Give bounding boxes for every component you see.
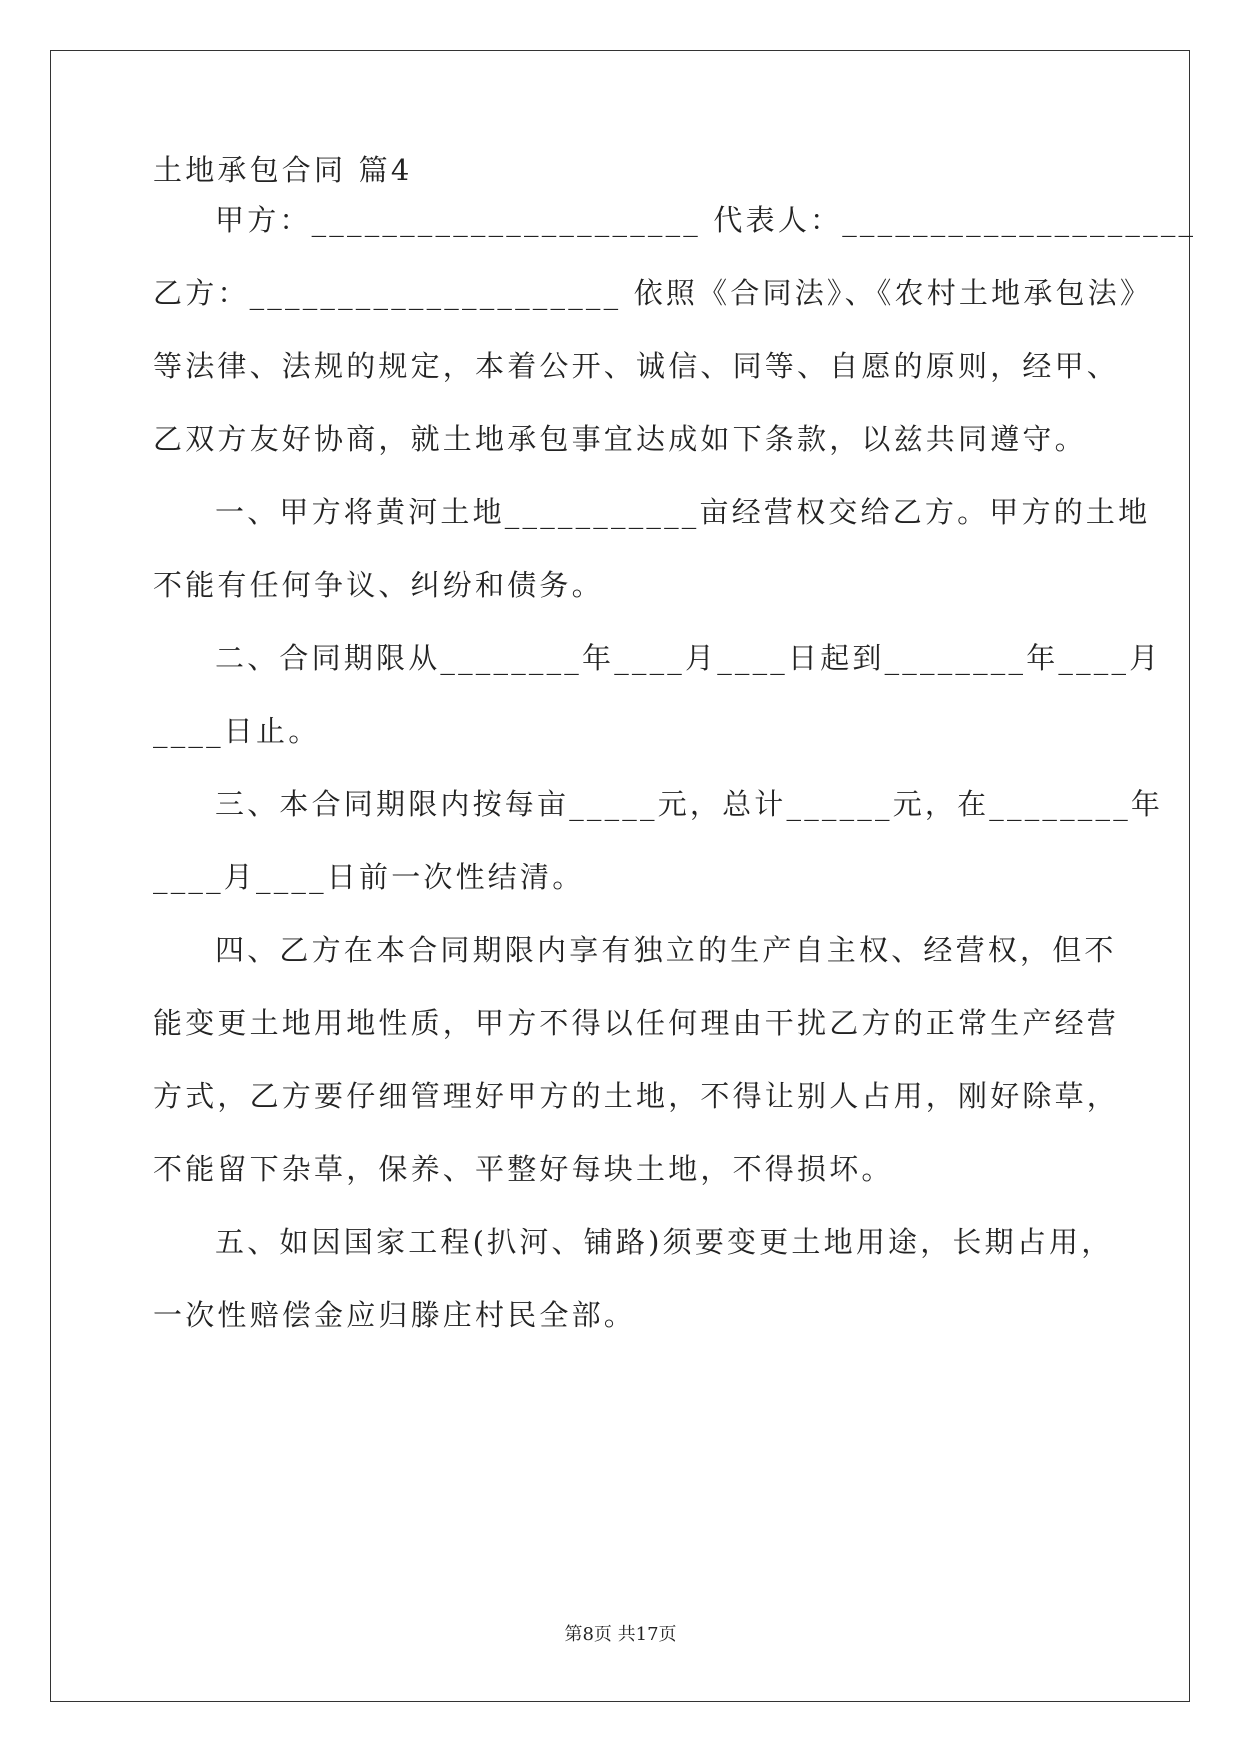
party-b-line: 乙方：_____________________ 依照《合同法》、《农村土地承包法》 xyxy=(153,276,1153,310)
paragraph-line: 一次性赔偿金应归滕庄村民全部。 xyxy=(153,1298,637,1332)
clause-2-line: 二、合同期限从________年____月____日起到________年____月 xyxy=(215,641,1162,675)
party-a-line: 甲方：______________________ 代表人：____________________ xyxy=(215,203,1197,237)
clause-5-line: 五、如因国家工程(扒河、铺路)须要变更土地用途，长期占用， xyxy=(215,1225,1114,1259)
clause-4-line: 四、乙方在本合同期限内享有独立的生产自主权、经营权，但不 xyxy=(215,933,1117,967)
page-number: 第8页 共17页 xyxy=(564,1624,677,1645)
paragraph-line: ____月____日前一次性结清。 xyxy=(153,860,585,894)
paragraph-line: 乙双方友好协商，就土地承包事宜达成如下条款，以兹共同遵守。 xyxy=(153,422,1087,456)
clause-3-line: 三、本合同期限内按每亩_____元，总计______元，在________年 xyxy=(215,787,1164,821)
paragraph-line: 不能有任何争议、纠纷和债务。 xyxy=(153,568,604,602)
paragraph-line: ____日止。 xyxy=(153,714,321,748)
paragraph-line: 等法律、法规的规定，本着公开、诚信、同等、自愿的原则，经甲、 xyxy=(153,349,1120,383)
document-title: 土地承包合同 篇4 xyxy=(153,153,413,187)
paragraph-line: 能变更土地用地性质，甲方不得以任何理由干扰乙方的正常生产经营 xyxy=(153,1006,1120,1040)
paragraph-line: 方式，乙方要仔细管理好甲方的土地，不得让别人占用，刚好除草， xyxy=(153,1079,1120,1113)
paragraph-line: 不能留下杂草，保养、平整好每块土地，不得损坏。 xyxy=(153,1152,894,1186)
clause-1-line: 一、甲方将黄河土地___________亩经营权交给乙方。甲方的土地 xyxy=(215,495,1151,529)
